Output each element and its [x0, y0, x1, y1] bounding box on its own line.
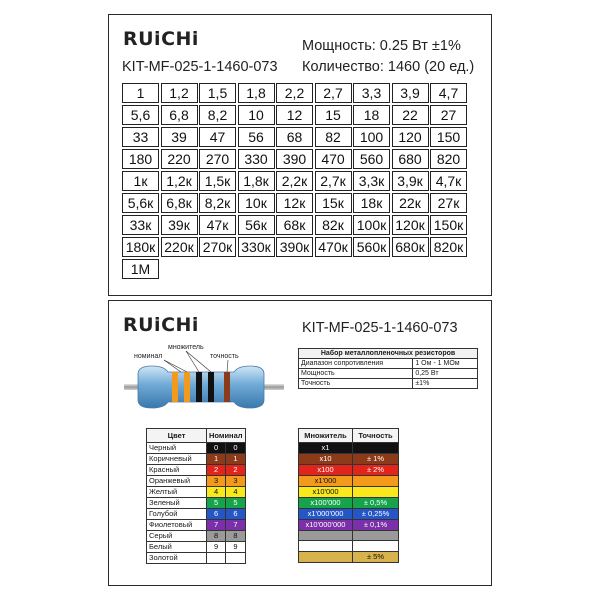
- multiplier-value: x10'000'000: [299, 520, 353, 531]
- value-cell: 6,8: [161, 105, 198, 125]
- value-cell: 1,2к: [161, 171, 198, 191]
- value-cell: 180к: [122, 237, 159, 257]
- tolerance-value: [353, 487, 399, 498]
- value-cell: 150к: [430, 215, 467, 235]
- value-cell: 2,7: [315, 83, 352, 103]
- multiplier-row: [299, 465, 399, 476]
- color-digit: 9: [226, 542, 245, 553]
- value-cell: 680: [392, 149, 429, 169]
- tolerance-value: [353, 476, 399, 487]
- resistor-value-grid: [122, 83, 478, 281]
- value-cell: 680к: [392, 237, 429, 257]
- value-cell: 18к: [353, 193, 390, 213]
- value-cell: 33: [122, 127, 159, 147]
- value-cell: 56к: [238, 215, 275, 235]
- color-digit: 3: [226, 476, 245, 487]
- multiplier-row: [299, 487, 399, 498]
- value-cell: 22: [392, 105, 429, 125]
- value-cell: 1M: [122, 259, 159, 279]
- value-cell: 22к: [392, 193, 429, 213]
- value-cell: 120: [392, 127, 429, 147]
- color-name: Золотой: [147, 553, 207, 564]
- color-digit: 8: [207, 531, 226, 542]
- value-cell: 27: [430, 105, 467, 125]
- color-name: Коричневый: [147, 454, 207, 465]
- value-cell: 1: [122, 83, 159, 103]
- spec-value: ±1%: [413, 379, 478, 389]
- color-code-table: [146, 428, 246, 564]
- value-cell: 15: [315, 105, 352, 125]
- value-cell: 560: [353, 149, 390, 169]
- kit-code-bottom: KIT-MF-025-1-1460-073: [302, 320, 458, 336]
- value-row: [122, 215, 478, 237]
- value-cell: 56: [238, 127, 275, 147]
- value-cell: 6,8к: [161, 193, 198, 213]
- header-tolerance: Точность: [353, 429, 399, 443]
- value-cell: 8,2: [199, 105, 236, 125]
- label-multiplier: множитель: [168, 344, 204, 351]
- value-cell: 47: [199, 127, 236, 147]
- value-cell: 1,8: [238, 83, 275, 103]
- value-cell: 10: [238, 105, 275, 125]
- multiplier-row: [299, 520, 399, 531]
- value-cell: 18: [353, 105, 390, 125]
- resistor-diagram: [124, 340, 284, 424]
- color-digit: [207, 553, 226, 564]
- header-nominal: Номинал: [207, 429, 246, 443]
- spec-table: [298, 348, 478, 389]
- multiplier-value: x10: [299, 454, 353, 465]
- color-row: [147, 542, 246, 553]
- value-cell: 270к: [199, 237, 236, 257]
- color-row: [147, 520, 246, 531]
- value-cell: 180: [122, 149, 159, 169]
- value-cell: 27к: [430, 193, 467, 213]
- brand-logo-bottom: RUiCHi: [123, 314, 199, 336]
- header-color: Цвет: [147, 429, 207, 443]
- color-digit: 4: [226, 487, 245, 498]
- multiplier-value: [299, 551, 353, 562]
- value-row: [122, 237, 478, 259]
- spec-label: Точность: [299, 379, 413, 389]
- color-row: [147, 531, 246, 542]
- color-name: Зеленый: [147, 498, 207, 509]
- multiplier-value: x100'000: [299, 498, 353, 509]
- multiplier-value: x1: [299, 443, 353, 454]
- color-digit: 8: [226, 531, 245, 542]
- value-row: [122, 193, 478, 215]
- value-cell: 33к: [122, 215, 159, 235]
- value-cell: 5,6: [122, 105, 159, 125]
- value-row: [122, 83, 478, 105]
- color-name: Черный: [147, 443, 207, 454]
- value-cell: 4,7: [430, 83, 467, 103]
- value-cell: 1,2: [161, 83, 198, 103]
- color-digit: 4: [207, 487, 226, 498]
- color-digit: [226, 553, 245, 564]
- tolerance-value: ± 5%: [353, 551, 399, 562]
- value-cell: 100к: [353, 215, 390, 235]
- spec-value: 1 Ом - 1 МОм: [413, 359, 478, 369]
- value-cell: 1,5к: [199, 171, 236, 191]
- color-row: [147, 509, 246, 520]
- color-digit: 7: [207, 520, 226, 531]
- color-name: Красный: [147, 465, 207, 476]
- value-cell: 12к: [276, 193, 313, 213]
- value-cell: 4,7к: [430, 171, 467, 191]
- value-cell: 3,3: [353, 83, 390, 103]
- color-digit: 2: [226, 465, 245, 476]
- value-cell: 330к: [238, 237, 275, 257]
- multiplier-value: [299, 531, 353, 541]
- tolerance-value: [353, 531, 399, 541]
- multiplier-row: [299, 498, 399, 509]
- color-digit: 3: [207, 476, 226, 487]
- value-cell: 3,9: [392, 83, 429, 103]
- multiplier-row: [299, 443, 399, 454]
- value-cell: 270: [199, 149, 236, 169]
- band-1-orange: [172, 372, 178, 402]
- value-cell: 5,6к: [122, 193, 159, 213]
- value-cell: 3,3к: [353, 171, 390, 191]
- multiplier-value: [299, 541, 353, 551]
- band-4-black: [208, 372, 214, 402]
- spec-label: Мощность: [299, 369, 413, 379]
- kit-code: KIT-MF-025-1-1460-073: [122, 59, 278, 75]
- value-cell: 120к: [392, 215, 429, 235]
- value-cell: 220: [161, 149, 198, 169]
- multiplier-value: x1'000'000: [299, 509, 353, 520]
- color-digit: 5: [207, 498, 226, 509]
- multiplier-value: x10'000: [299, 487, 353, 498]
- value-cell: 2,7к: [315, 171, 352, 191]
- color-name: Фиолетовый: [147, 520, 207, 531]
- value-cell: 82: [315, 127, 352, 147]
- value-cell: 1,5: [199, 83, 236, 103]
- multiplier-value: x100: [299, 465, 353, 476]
- value-cell: 100: [353, 127, 390, 147]
- color-digit: 5: [226, 498, 245, 509]
- multiplier-value: x1'000: [299, 476, 353, 487]
- tolerance-value: ± 2%: [353, 465, 399, 476]
- value-cell: 10к: [238, 193, 275, 213]
- color-digit: 0: [207, 443, 226, 454]
- color-digit: 2: [207, 465, 226, 476]
- value-cell: 3,9к: [392, 171, 429, 191]
- brand-logo: RUiCHi: [123, 28, 199, 50]
- value-cell: 39к: [161, 215, 198, 235]
- color-row: [147, 476, 246, 487]
- value-row: [122, 105, 478, 127]
- multiplier-row: [299, 541, 399, 551]
- value-cell: 8,2к: [199, 193, 236, 213]
- color-name: Серый: [147, 531, 207, 542]
- tolerance-value: ± 0,1%: [353, 520, 399, 531]
- color-digit: 0: [226, 443, 245, 454]
- spec-value: 0,25 Вт: [413, 369, 478, 379]
- color-digit: 1: [207, 454, 226, 465]
- label-tolerance: точность: [210, 353, 239, 360]
- band-3-black: [196, 372, 202, 402]
- multiplier-row: [299, 476, 399, 487]
- value-cell: 150: [430, 127, 467, 147]
- color-row: [147, 498, 246, 509]
- value-row: [122, 259, 478, 281]
- multiplier-row: [299, 509, 399, 520]
- value-row: [122, 149, 478, 171]
- color-digit: 9: [207, 542, 226, 553]
- tolerance-value: ± 0,25%: [353, 509, 399, 520]
- tolerance-value: ± 0,5%: [353, 498, 399, 509]
- spec-label: Диапазон сопротивления: [299, 359, 413, 369]
- color-name: Голубой: [147, 509, 207, 520]
- band-2-orange: [184, 372, 190, 402]
- value-cell: 390к: [276, 237, 313, 257]
- color-row: [147, 487, 246, 498]
- header-multiplier: Множитель: [299, 429, 353, 443]
- color-digit: 1: [226, 454, 245, 465]
- spec-title: Набор металлопленочных резисторов: [299, 349, 478, 359]
- value-cell: 470к: [315, 237, 352, 257]
- color-row: [147, 465, 246, 476]
- band-5-brown: [224, 372, 230, 402]
- color-row: [147, 443, 246, 454]
- label-nominal: номинал: [134, 353, 163, 360]
- color-digit: 6: [207, 509, 226, 520]
- value-row: [122, 171, 478, 193]
- value-cell: 470: [315, 149, 352, 169]
- value-cell: 220к: [161, 237, 198, 257]
- value-cell: 820к: [430, 237, 467, 257]
- quantity-info: Количество: 1460 (20 ед.): [302, 59, 475, 75]
- multiplier-row: [299, 454, 399, 465]
- multiplier-row: [299, 551, 399, 562]
- tolerance-value: [353, 443, 399, 454]
- power-rating: Мощность: 0.25 Вт ±1%: [302, 38, 461, 54]
- color-name: Желтый: [147, 487, 207, 498]
- tolerance-value: [353, 541, 399, 551]
- tolerance-value: ± 1%: [353, 454, 399, 465]
- value-cell: 12: [276, 105, 313, 125]
- value-cell: 82к: [315, 215, 352, 235]
- color-row: [147, 454, 246, 465]
- color-digit: 7: [226, 520, 245, 531]
- color-digit: 6: [226, 509, 245, 520]
- value-cell: 68к: [276, 215, 313, 235]
- value-cell: 15к: [315, 193, 352, 213]
- color-row: [147, 553, 246, 564]
- value-cell: 2,2: [276, 83, 313, 103]
- multiplier-table: [298, 428, 399, 563]
- value-cell: 2,2к: [276, 171, 313, 191]
- value-cell: 560к: [353, 237, 390, 257]
- value-cell: 68: [276, 127, 313, 147]
- value-cell: 39: [161, 127, 198, 147]
- multiplier-row: [299, 531, 399, 541]
- value-cell: 390: [276, 149, 313, 169]
- value-row: [122, 127, 478, 149]
- value-cell: 820: [430, 149, 467, 169]
- value-cell: 47к: [199, 215, 236, 235]
- color-name: Оранжевый: [147, 476, 207, 487]
- value-cell: 1к: [122, 171, 159, 191]
- value-cell: 1,8к: [238, 171, 275, 191]
- value-cell: 330: [238, 149, 275, 169]
- color-name: Белый: [147, 542, 207, 553]
